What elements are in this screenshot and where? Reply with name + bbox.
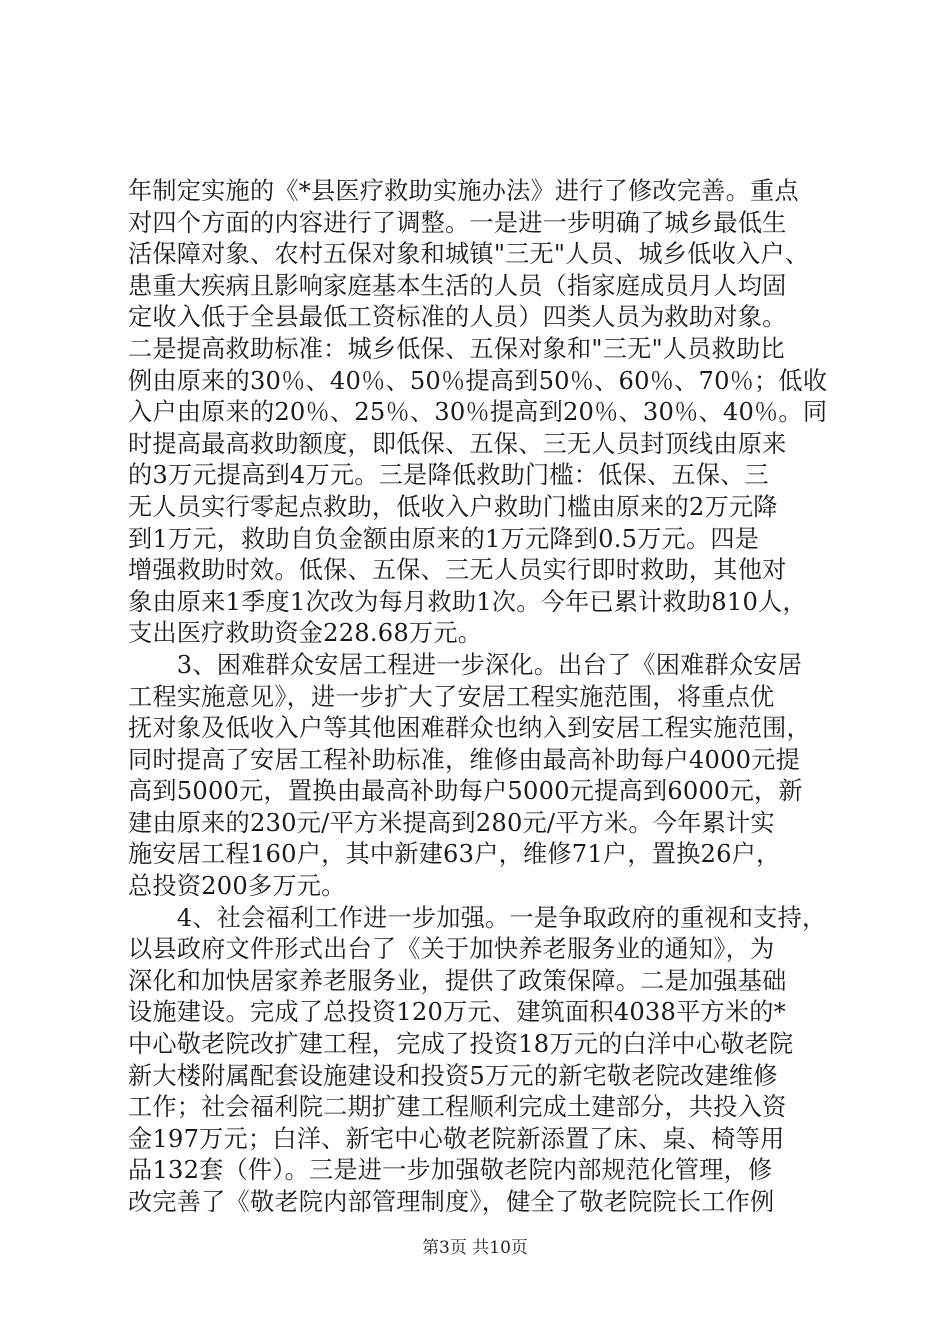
text-line: 增强救助时效。低保、五保、三无人员实行即时救助，其他对 (128, 556, 787, 585)
text-line: 对四个方面的内容进行了调整。一是进一步明确了城乡最低生 (128, 208, 787, 237)
text-line: 工作；社会福利院二期扩建工程顺利完成土建部分，共投入资 (128, 1093, 787, 1122)
text-line: 改完善了《敬老院内部管理制度》，健全了敬老院院长工作例 (128, 1188, 775, 1216)
text-line: 的3万元提高到4万元。三是降低救助门槛：低保、五保、三 (128, 461, 769, 490)
text-line: 高到5000元，置换由最高补助每户5000元提高到6000元，新 (128, 777, 803, 806)
text-line: 新大楼附属配套设施建设和投资5万元的新宅敬老院改建维修 (128, 1061, 778, 1090)
text-line: 以县政府文件形式出台了《关于加快养老服务业的通知》，为 (128, 935, 775, 964)
text-line: 3、困难群众安居工程进一步深化。出台了《困难群众安居 (128, 650, 803, 679)
text-line: 总投资200多万元。 (128, 872, 346, 901)
text-line: 4、社会福利工作进一步加强。一是争取政府的重视和支持， (128, 903, 827, 932)
text-line: 金197万元；白洋、新宅中心敬老院新添置了床、桌、椅等用 (128, 1124, 785, 1153)
body-text (128, 176, 840, 1219)
text-line: 二是提高救助标准：城乡低保、五保对象和"三无"人员救助比 (128, 334, 785, 363)
text-line: 工程实施意见》，进一步扩大了安居工程实施范围，将重点优 (128, 682, 775, 711)
text-line: 患重大疾病且影响家庭基本生活的人员（指家庭成员月人均固 (128, 271, 787, 300)
text-line: 支出医疗救助资金228.68万元。 (128, 619, 483, 648)
text-line: 深化和加快居家养老服务业，提供了政策保障。二是加强基础 (128, 966, 787, 995)
text-line: 象由原来1季度1次改为每月救助1次。今年已累计救助810人， (128, 587, 807, 616)
text-line: 施安居工程160户，其中新建63户，维修71户，置换26户， (128, 840, 781, 869)
text-line: 活保障对象、农村五保对象和城镇"三无"人员、城乡低收入户、 (128, 240, 810, 269)
text-line: 入户由原来的20％、25％、30％提高到20％、30％、40％。同 (128, 398, 828, 427)
text-line: 抚对象及低收入户等其他困难群众也纳入到安居工程实施范围， (128, 714, 811, 743)
text-line: 无人员实行零起点救助，低收入户救助门槛由原来的2万元降 (128, 492, 778, 521)
text-line: 设施建设。完成了总投资120万元、建筑面积4038平方米的* (128, 998, 786, 1027)
text-line: 时提高最高救助额度，即低保、五保、三无人员封顶线由原来 (128, 429, 787, 458)
text-line: 建由原来的230元/平方米提高到280元/平方米。今年累计实 (128, 808, 775, 837)
text-line: 品132套（件）。三是进一步加强敬老院内部规范化管理，修 (128, 1156, 773, 1185)
text-line: 定收入低于全县最低工资标准的人员）四类人员为救助对象。 (128, 303, 787, 332)
text-line: 年制定实施的《*县医疗救助实施办法》进行了修改完善。重点 (128, 177, 799, 205)
text-line: 到1万元，救助自负金额由原来的1万元降到0.5万元。四是 (128, 524, 760, 553)
text-line: 中心敬老院改扩建工程，完成了投资18万元的白洋中心敬老院 (128, 1030, 794, 1059)
text-line: 同时提高了安居工程补助标准，维修由最高补助每户4000元提 (128, 745, 801, 774)
text-line: 例由原来的30％、40％、50％提高到50％、60％、70％；低收 (128, 366, 828, 395)
page-footer: 第3页 共10页 (422, 1238, 528, 1258)
